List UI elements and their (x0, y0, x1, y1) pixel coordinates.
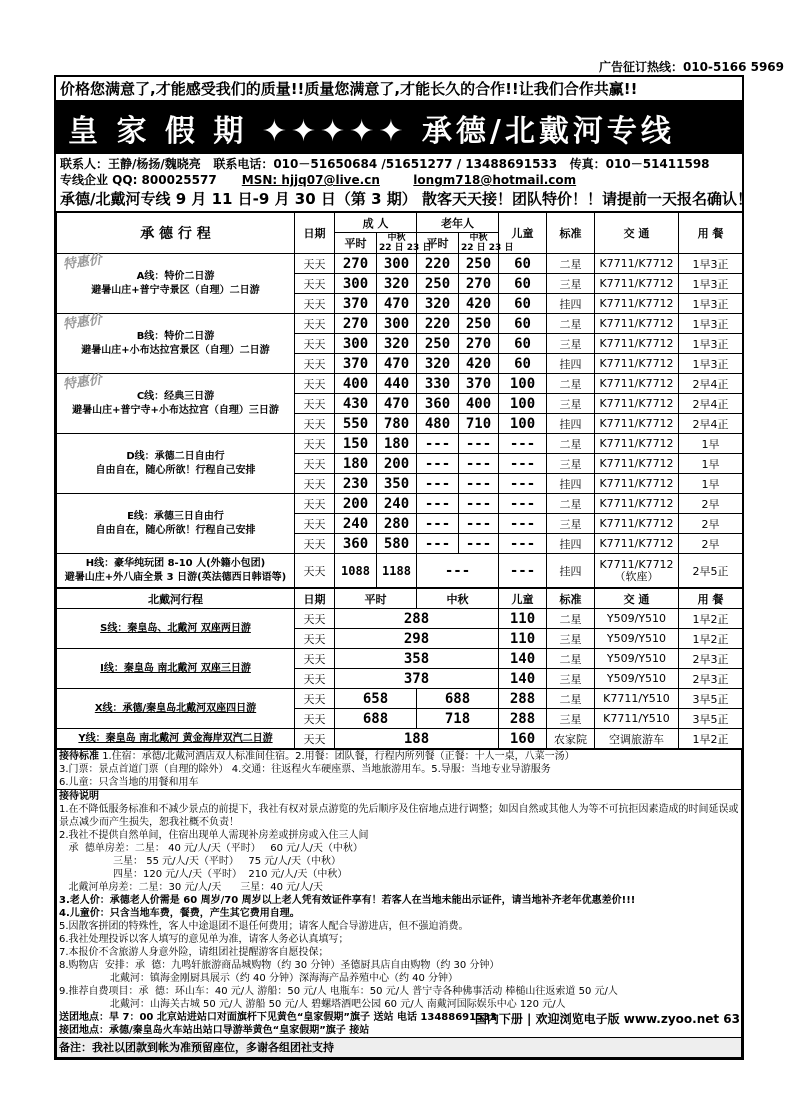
headline: 承德/北戴河专线 9 月 11 日-9 月 30 日（第 3 期） 散客天天接！团队特价！！请提前一天报名确认！ (56, 188, 742, 212)
cell: 1088 (335, 554, 377, 588)
cell: 天天 (295, 474, 335, 494)
cell: K7711/K7712（软座） (595, 554, 679, 588)
cell: 60 (499, 334, 547, 354)
cell: 370 (335, 294, 377, 314)
price-row (57, 314, 743, 334)
cell: 320 (417, 354, 459, 374)
cell: 天天 (295, 374, 335, 394)
cell: Y509/Y510 (595, 609, 679, 629)
cell: 100 (499, 374, 547, 394)
cell: --- (459, 434, 499, 454)
cell: 250 (417, 334, 459, 354)
cell: 2早4正 (679, 394, 743, 414)
cell: 2早3正 (679, 649, 743, 669)
slogan: 价格您满意了,才能感受我们的质量!!质量您满意了,才能长久的合作!!让我们合作共赢!! (56, 77, 742, 102)
cell: 三星 (547, 274, 595, 294)
cell: K7711/K7712 (595, 314, 679, 334)
route-desc: 避暑山庄+小布达拉宫景区（自理）二日游 (81, 344, 270, 356)
cell: 580 (377, 534, 417, 554)
cell: 300 (377, 254, 417, 274)
route-cell (57, 314, 295, 374)
route-cell (57, 374, 295, 434)
bdh-hdr-standard: 标准 (547, 589, 595, 609)
price-row (57, 494, 743, 514)
cell: K7711/K7712 (595, 514, 679, 534)
contact-phone: 联系电话：010－51650684 /51651277 / 13488691533 (213, 157, 558, 171)
cell: 288 (499, 709, 547, 729)
contact-people: 联系人：王静/杨扬/魏晓亮 (60, 157, 201, 171)
cell: K7711/K7712 (595, 274, 679, 294)
cell: Y509/Y510 (595, 649, 679, 669)
cell: 1早 (679, 434, 743, 454)
cell: 370 (335, 354, 377, 374)
route-cell (57, 494, 295, 554)
cell: 160 (499, 729, 547, 749)
price-row (57, 254, 743, 274)
cell: 二星 (547, 649, 595, 669)
cell: K7711/K7712 (595, 354, 679, 374)
cell: 100 (499, 394, 547, 414)
cell: K7711/K7712 (595, 394, 679, 414)
footer: 国内下册 | 欢迎浏览电子版 www.zyoo.net 63 (474, 1012, 740, 1026)
bdh-hdr-child: 儿童 (499, 589, 547, 609)
cell: 天天 (295, 394, 335, 414)
cell: 二星 (547, 494, 595, 514)
cell: 100 (499, 414, 547, 434)
cell: --- (417, 494, 459, 514)
cell: 420 (459, 294, 499, 314)
cell: 3早5正 (679, 689, 743, 709)
note-item: 6.我社处理投诉以客人填写的意见单为准，请客人务必认真填写； (59, 934, 349, 945)
price-row (57, 609, 743, 629)
cell: 710 (459, 414, 499, 434)
cell: --- (417, 434, 459, 454)
cell: 60 (499, 294, 547, 314)
cell: --- (417, 554, 499, 588)
standards-line3: 6.儿童：只含当地的用餐和用车 (59, 777, 199, 788)
cell: 挂四 (547, 554, 595, 588)
standards-cell (57, 750, 742, 790)
cell: 2早4正 (679, 414, 743, 434)
cell: 180 (377, 434, 417, 454)
price-row (57, 729, 743, 749)
brand-banner: 皇 家 假 期 ✦✦✦✦✦ 承德/北戴河专线 (56, 102, 742, 154)
cell: 1早 (679, 454, 743, 474)
special-price-badge: 特惠价 (62, 312, 103, 333)
standards-line2: 3.门票：景点首道门票（自理的除外） 4.交通：往返程火车硬座票、当地旅游用车。5.导服：当地专业导游服务 (59, 764, 551, 775)
cell: K7711/K7712 (595, 534, 679, 554)
cell: --- (499, 434, 547, 454)
standards-label: 接待标准 (59, 751, 99, 762)
cell: 天天 (295, 354, 335, 374)
cell: 1早3正 (679, 334, 743, 354)
beidaihe-price-table (56, 588, 743, 749)
cell: 140 (499, 669, 547, 689)
cell: 三星 (547, 709, 595, 729)
note-item: 4.儿童价：只含当地车费，餐费，产生其它费用自理。 (59, 908, 300, 919)
special-price-badge: 特惠价 (62, 372, 103, 393)
note-item: 四星：120 元/人/天（平时） 210 元/人/天（中秋） (59, 869, 348, 880)
cell: 1早2正 (679, 609, 743, 629)
hdr-adult: 成 人 (335, 213, 417, 233)
cell: 780 (377, 414, 417, 434)
cell: 2早 (679, 514, 743, 534)
remark: 备注：我社以团款到帐为准预留座位，多谢各组团社支持 (57, 1038, 742, 1058)
route-title: A线：特价二日游 (136, 270, 215, 282)
cell: 二星 (547, 374, 595, 394)
cell: 天天 (295, 689, 335, 709)
cell: 440 (377, 374, 417, 394)
cell: K7711/K7712 (595, 454, 679, 474)
cell: 挂四 (547, 354, 595, 374)
cell: 378 (335, 669, 499, 689)
hdr-senior: 老年人 (417, 213, 499, 233)
price-row (57, 374, 743, 394)
cell: 农家院 (547, 729, 595, 749)
hdr-meal: 用 餐 (679, 213, 743, 254)
cell: 天天 (295, 454, 335, 474)
price-row (57, 689, 743, 709)
route-title: E线：承德三日自由行 (127, 510, 224, 522)
cell: K7711/K7712 (595, 254, 679, 274)
route-cell: I线：秦皇岛 南北戴河 双座三日游 (57, 649, 295, 689)
contact-qq: 专线企业 QQ: 800025577 (60, 173, 217, 187)
note-item: 2.我社不提供自然单间，住宿出现单人需现补房差或拼房或入住三人间 (59, 830, 369, 841)
cell: 天天 (295, 669, 335, 689)
cell: 300 (377, 314, 417, 334)
route-desc: 避暑山庄+普宁寺景区（自理）二日游 (91, 284, 260, 296)
cell: 2早 (679, 494, 743, 514)
cell: 370 (459, 374, 499, 394)
cell: 1早2正 (679, 729, 743, 749)
cell: 110 (499, 629, 547, 649)
cell: 480 (417, 414, 459, 434)
note-item: 3.老人价：承德老人价需是 60 周岁/70 周岁以上老人凭有效证件享有！若客人在当地未能出示证件，请当地补齐老年优惠差价!!! (59, 895, 636, 906)
bdh-hdr-route: 北戴河行程 (57, 589, 295, 609)
flyer-frame (54, 75, 752, 1060)
cell: 二星 (547, 434, 595, 454)
hdr-senior-mid: 中秋 22 日 23 日 (459, 233, 499, 254)
special-price-badge: 特惠价 (62, 252, 103, 273)
cell: --- (499, 474, 547, 494)
note-item: 承 德单房差：二星： 40 元/人/天（平时） 60 元/人/天（中秋） (59, 843, 363, 854)
cell: 天天 (295, 434, 335, 454)
cell: 420 (459, 354, 499, 374)
cell: 270 (459, 334, 499, 354)
cell: 298 (335, 629, 499, 649)
cell: 150 (335, 434, 377, 454)
cell: 挂四 (547, 534, 595, 554)
ad-hotline: 广告征订热线：010-5166 5969 (598, 60, 784, 74)
cell: 718 (417, 709, 499, 729)
chengde-price-table (56, 212, 743, 588)
cell: 470 (377, 394, 417, 414)
contact-email[interactable]: longm718@hotmail.com (413, 173, 577, 187)
cell: --- (417, 534, 459, 554)
cell: --- (499, 454, 547, 474)
cell: 60 (499, 314, 547, 334)
cell: 288 (335, 609, 499, 629)
note-item: 三星： 55 元/人/天（平时） 75 元/人/天（中秋） (59, 856, 342, 867)
hdr-route: 承 德 行 程 (57, 213, 295, 254)
cell: K7711/K7712 (595, 434, 679, 454)
notes-label: 接待说明 (59, 791, 99, 802)
cell: 240 (335, 514, 377, 534)
cell: 60 (499, 254, 547, 274)
cell: 60 (499, 354, 547, 374)
cell: 三星 (547, 394, 595, 414)
cell: --- (417, 454, 459, 474)
cell: --- (499, 514, 547, 534)
route-desc: 避暑山庄+普宁寺+小布达拉宫（自理）三日游 (72, 404, 279, 416)
hdr-date: 日期 (295, 213, 335, 254)
note-item: 北戴河单房差：二星：30 元/人/天 三星：40 元/人/天 (59, 882, 323, 893)
cell: --- (459, 474, 499, 494)
cell: 400 (459, 394, 499, 414)
note-item: 北戴河：山海关古城 50 元/人 游船 50 元/人 碧螺塔酒吧公园 60 元/人 南戴河国际娱乐中心 120 元/人 (59, 999, 566, 1010)
cell: 470 (377, 294, 417, 314)
note-item: 送团地点：早 7：00 北京站进站口对面旗杆下见黄色“皇家假期”旗子 送站 电话 13488691533 (59, 1012, 497, 1023)
hdr-adult-mid: 中秋 22 日 23 日 (377, 233, 417, 254)
price-row (57, 649, 743, 669)
cell: 三星 (547, 514, 595, 534)
hdr-standard: 标准 (547, 213, 595, 254)
cell: 360 (417, 394, 459, 414)
cell: 二星 (547, 314, 595, 334)
cell: 天天 (295, 294, 335, 314)
cell: 天天 (295, 629, 335, 649)
cell: --- (459, 514, 499, 534)
cell: --- (499, 494, 547, 514)
cell: 688 (417, 689, 499, 709)
cell: --- (459, 454, 499, 474)
cell: 1早3正 (679, 274, 743, 294)
cell: 230 (335, 474, 377, 494)
contact-block (56, 154, 742, 188)
cell: 天天 (295, 514, 335, 534)
cell: 2早4正 (679, 374, 743, 394)
cell: 天天 (295, 609, 335, 629)
cell: --- (417, 514, 459, 534)
cell: 天天 (295, 729, 335, 749)
cell: 二星 (547, 609, 595, 629)
contact-msn[interactable]: MSN: hjjq07@live.cn (241, 173, 380, 187)
cell: 288 (499, 689, 547, 709)
route-cell: H线：豪华纯玩团 8-10 人(外籍小包团) 避暑山庄+外八庙全景 3 日游(英法德西日韩语等) (57, 554, 295, 588)
cell: 天天 (295, 254, 335, 274)
cell: 300 (335, 334, 377, 354)
notes-cell (57, 790, 742, 1038)
cell: K7711/K7712 (595, 414, 679, 434)
note-item: 8.购物店 安排：承 德：九鸣轩旅游商品城购物（约 30 分钟）圣德厨具店自由购物（约 30 分钟） (59, 960, 500, 971)
cell: 二星 (547, 254, 595, 274)
price-row (57, 434, 743, 454)
bdh-hdr-date: 日期 (295, 589, 335, 609)
cell: 220 (417, 254, 459, 274)
route-title: D线：承德二日自由行 (126, 450, 225, 462)
cell: 240 (377, 494, 417, 514)
cell: 1早3正 (679, 354, 743, 374)
cell: 二星 (547, 689, 595, 709)
route-cell: Y线：秦皇岛 南北戴河 黄金海岸双汽二日游 (57, 729, 295, 749)
cell: 220 (417, 314, 459, 334)
cell: 挂四 (547, 414, 595, 434)
cell: 688 (335, 709, 417, 729)
cell: 天天 (295, 494, 335, 514)
note-item: 1.在不降低服务标准和不减少景点的前提下，我社有权对景点游览的先后顺序及住宿地点进行调整；如因自然或其他人为等不可抗拒因素造成的时间延误或景点减少而产生损失，恕我社概不负责！ (59, 804, 739, 828)
cell: K7711/Y510 (595, 689, 679, 709)
cell: 320 (417, 294, 459, 314)
cell: 三星 (547, 669, 595, 689)
cell: 430 (335, 394, 377, 414)
cell: K7711/K7712 (595, 294, 679, 314)
cell: 350 (377, 474, 417, 494)
cell: 250 (459, 254, 499, 274)
cell: 天天 (295, 334, 335, 354)
cell: 110 (499, 609, 547, 629)
cell: 3早5正 (679, 709, 743, 729)
cell: 360 (335, 534, 377, 554)
cell: K7711/Y510 (595, 709, 679, 729)
note-item: 9.推荐自费项目：承 德：环山车：40 元/人 游船：50 元/人 电瓶车：50 元/人 普宁寺各种佛事活动 棒槌山往返索道 50 元/人 (59, 986, 618, 997)
cell: 1早3正 (679, 254, 743, 274)
route-cell: X线：承德/秦皇岛北戴河双座四日游 (57, 689, 295, 729)
cell: 250 (459, 314, 499, 334)
cell: 330 (417, 374, 459, 394)
note-item: 5.因散客拼团的特殊性，客人中途退团不退任何费用；请客人配合导游进店，但不强迫消费。 (59, 921, 469, 932)
note-item: 7.本报价不含旅游人身意外险，请组团社提醒游客自愿投保； (59, 947, 329, 958)
cell: 三星 (547, 334, 595, 354)
cell: --- (417, 474, 459, 494)
cell: 天天 (295, 554, 335, 588)
standards-line1: 1.住宿：承德/北戴河酒店双人标准间住宿。2.用餐：团队餐，行程内所列餐（正餐：十人一桌，八菜一汤） (102, 751, 575, 762)
cell: --- (499, 554, 547, 588)
cell: 天天 (295, 414, 335, 434)
cell: 1188 (377, 554, 417, 588)
cell: 挂四 (547, 294, 595, 314)
cell: --- (459, 494, 499, 514)
cell: 天天 (295, 649, 335, 669)
cell: 658 (335, 689, 417, 709)
hdr-adult-normal: 平时 (335, 233, 377, 254)
route-desc: 自由自在，随心所欲！行程自己安排 (95, 464, 256, 476)
cell: 三星 (547, 629, 595, 649)
cell: 1早 (679, 474, 743, 494)
cell: 1早3正 (679, 314, 743, 334)
cell: --- (499, 534, 547, 554)
cell: 60 (499, 274, 547, 294)
cell: 300 (335, 274, 377, 294)
cell: 2早 (679, 534, 743, 554)
cell: 400 (335, 374, 377, 394)
cell: 挂四 (547, 474, 595, 494)
cell: K7711/K7712 (595, 374, 679, 394)
bdh-hdr-transport: 交 通 (595, 589, 679, 609)
route-cell (57, 254, 295, 314)
cell: --- (459, 534, 499, 554)
cell: 200 (377, 454, 417, 474)
cell: K7711/K7712 (595, 494, 679, 514)
cell: 550 (335, 414, 377, 434)
bdh-hdr-meal: 用 餐 (679, 589, 743, 609)
cell: Y509/Y510 (595, 629, 679, 649)
cell: 1早3正 (679, 294, 743, 314)
hdr-transport: 交 通 (595, 213, 679, 254)
cell: 270 (335, 254, 377, 274)
cell: 320 (377, 334, 417, 354)
route-desc: 自由自在，随心所欲！行程自己安排 (95, 524, 256, 536)
cell: 天天 (295, 314, 335, 334)
hdr-senior-normal: 平时 (417, 233, 459, 254)
hdr-child: 儿童 (499, 213, 547, 254)
cell: 200 (335, 494, 377, 514)
cell: 270 (459, 274, 499, 294)
cell: 天天 (295, 274, 335, 294)
h-line-row (57, 554, 743, 588)
cell: 2早5正 (679, 554, 743, 588)
cell: 三星 (547, 454, 595, 474)
cell: 250 (417, 274, 459, 294)
cell: 2早3正 (679, 669, 743, 689)
cell: 188 (335, 729, 499, 749)
cell: K7711/K7712 (595, 334, 679, 354)
cell: Y509/Y510 (595, 669, 679, 689)
route-cell (57, 434, 295, 494)
cell: 320 (377, 274, 417, 294)
cell: 空调旅游车 (595, 729, 679, 749)
cell: 1早2正 (679, 629, 743, 649)
route-cell: S线：秦皇岛、北戴河 双座两日游 (57, 609, 295, 649)
cell: 140 (499, 649, 547, 669)
route-title: C线：经典三日游 (136, 390, 215, 402)
bdh-hdr-normal: 平时 (335, 589, 417, 609)
note-item: 北戴河：镇海金刚厨具展示（约 40 分钟）深海海产品养殖中心（约 40 分钟） (59, 973, 459, 984)
cell: K7711/K7712 (595, 474, 679, 494)
contact-fax: 传真：010－51411598 (569, 157, 710, 171)
cell: 470 (377, 354, 417, 374)
route-title: B线：特价二日游 (136, 330, 215, 342)
cell: 180 (335, 454, 377, 474)
cell: 天天 (295, 534, 335, 554)
note-item: 接团地点：承德/秦皇岛火车站出站口导游举黄色“皇家假期”旗子 接站 (59, 1025, 370, 1036)
cell: 358 (335, 649, 499, 669)
cell: 270 (335, 314, 377, 334)
cell: 天天 (295, 709, 335, 729)
cell: 280 (377, 514, 417, 534)
bdh-hdr-mid: 中秋 (417, 589, 499, 609)
